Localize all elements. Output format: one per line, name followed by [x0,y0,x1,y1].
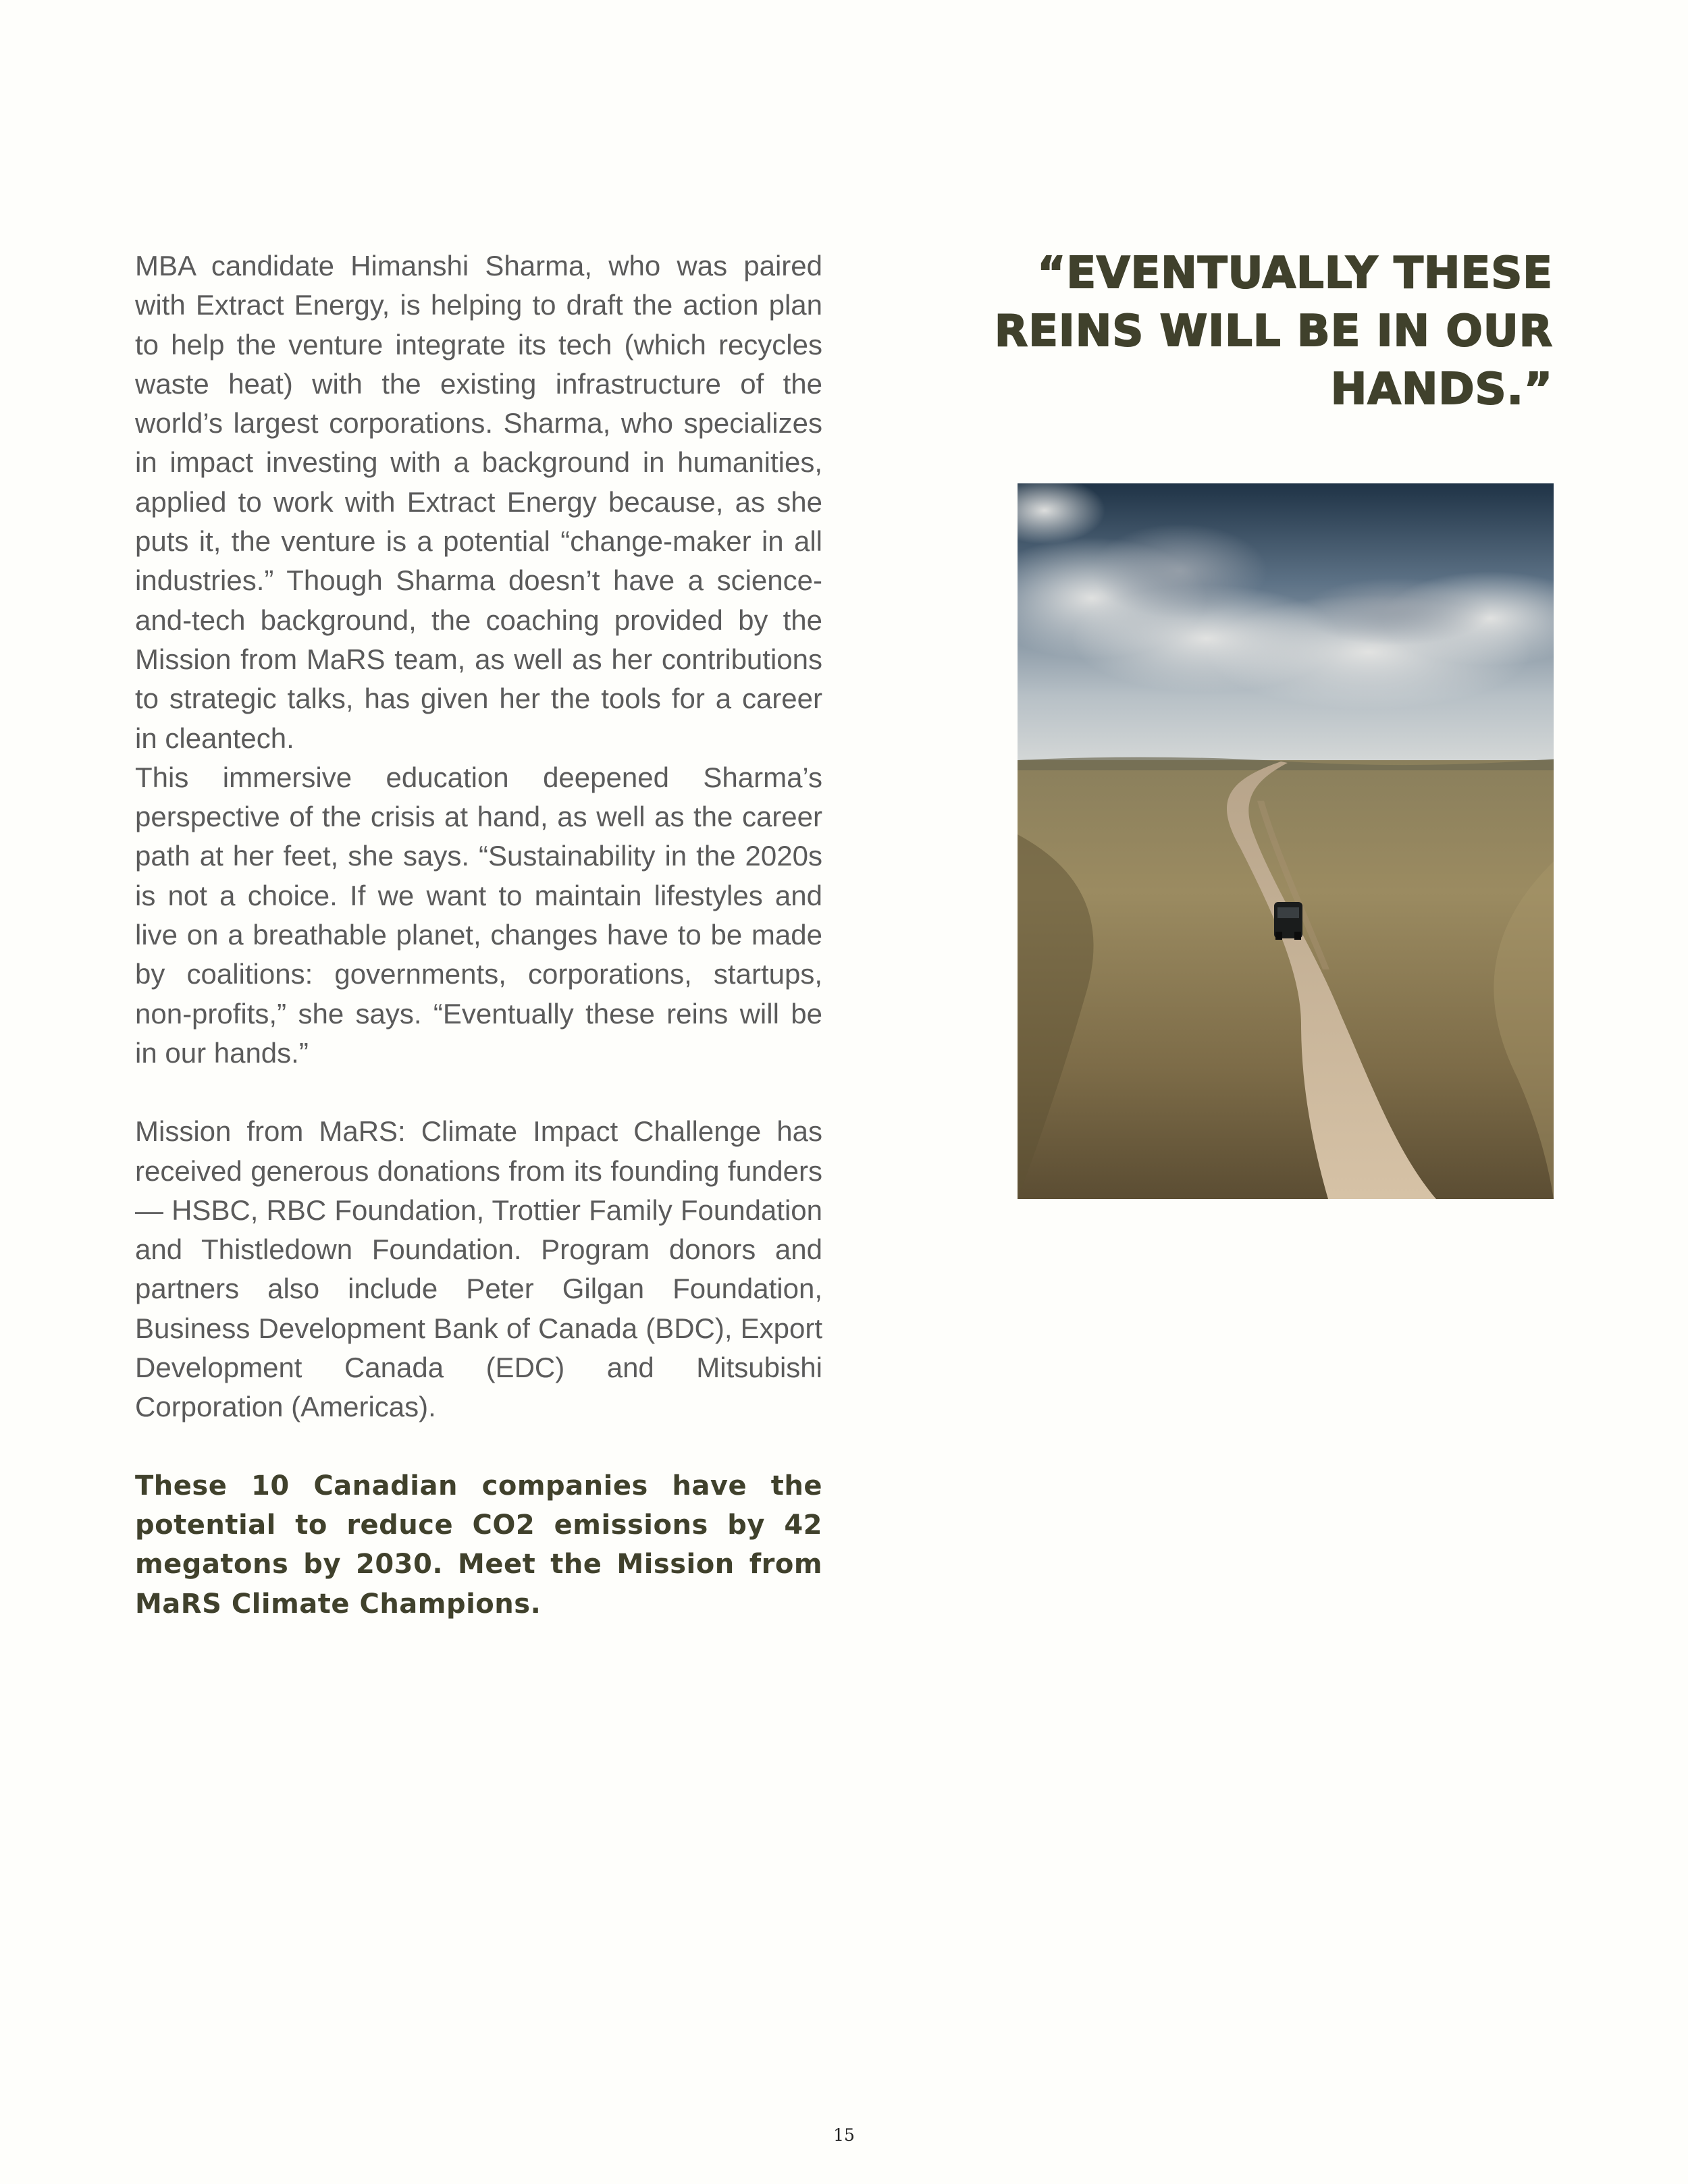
closing-statement: These 10 Canadian companies have the potential to reduce CO2 emissions by 42 megatons by 2030. Meet the Mission from MaRS Climate Champions. [135,1470,822,1620]
paragraph-spacer [135,1073,822,1112]
page-number: 15 [833,2125,855,2145]
landscape-photo [1018,483,1554,1199]
article-column [135,246,822,1624]
paragraph-spacer [135,1427,822,1466]
article-paragraph-1: MBA candidate Himanshi Sharma, who was paired with Extract Energy, is helping to draft the action plan to help the venture integrate its tech (which recycles waste heat) with the existing infrastructure of the world’s largest corporations. Sharma, who specializes in impact investing with a background in humanities, applied to work with Extract Energy because, as she puts it, the venture is a potential “change-maker in all industries.” Though Sharma doesn’t have a science-and-tech background, the coaching provided by the Mission from MaRS team, as well as her contributions to strategic talks, has given her the tools for a career in cleantech. [135,250,822,754]
dirt-road-grassland-image [1018,483,1554,1199]
pull-quote: “EVENTUALLY THESE REINS WILL BE IN OUR HANDS.” [994,248,1553,415]
article-paragraph-2: This immersive education deepened Sharma’s perspective of the crisis at hand, as well as the career path at her feet, she says. “Sustainability in the 2020s is not a choice. If we want to maintain lifestyles and live on a breathable planet, changes have to be made by coalitions: governments, corporations, startups, non-profits,” she says. “Eventually these reins will be in our hands.” [135,761,822,1069]
article-paragraph-3: Mission from MaRS: Climate Impact Challenge has received generous donations from its founding funders — HSBC, RBC Foundation, Trottier Family Foundation and Thistledown Foundation. Program donors and partners also include Peter Gilgan Foundation, Business Development Bank of Canada (BDC), Export Development Canada (EDC) and Mitsubishi Corporation (Americas). [135,1115,822,1423]
